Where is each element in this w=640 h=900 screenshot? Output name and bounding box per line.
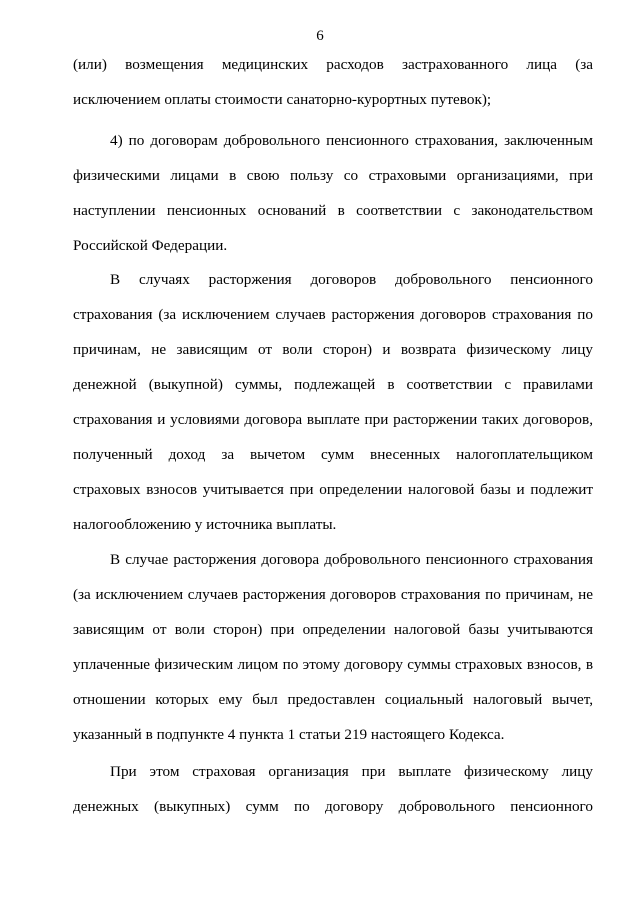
text-line: денежных (выкупных) сумм по договору добровольного пенсионного — [73, 798, 593, 815]
text-line: физическими лицами в свою пользу со страховыми организациями, при — [73, 167, 593, 184]
text-line: В случае расторжения договора добровольного пенсионного страхования — [110, 551, 593, 568]
text-line: отношении которых ему был предоставлен социальный налоговый вычет, — [73, 691, 593, 708]
text-line: денежной (выкупной) суммы, подлежащей в соответствии с правилами — [73, 376, 593, 393]
text-line: Российской Федерации. — [73, 237, 228, 254]
text-line: наступлении пенсионных оснований в соответствии с законодательством — [73, 202, 593, 219]
text-line: причинам, не зависящим от воли сторон) и возврата физическому лицу — [73, 341, 593, 358]
text-line: (или) возмещения медицинских расходов застрахованного лица (за — [73, 56, 593, 73]
page-number: 6 — [316, 28, 324, 44]
text-line: 4) по договорам добровольного пенсионного страхования, заключенным — [110, 132, 593, 149]
text-line: страхования и условиями договора выплате при расторжении таких договоров, — [73, 411, 593, 428]
text-line: страховых взносов учитывается при определении налоговой базы и подлежит — [73, 481, 593, 498]
text-line: налогообложению у источника выплаты. — [73, 516, 337, 533]
text-line: зависящим от воли сторон) при определении налоговой базы учитываются — [73, 621, 593, 638]
text-line: страхования (за исключением случаев расторжения договоров страхования по — [73, 306, 593, 323]
text-line: (за исключением случаев расторжения договоров страхования по причинам, не — [73, 586, 593, 603]
text-line: исключением оплаты стоимости санаторно-курортных путевок); — [73, 91, 492, 108]
text-line: При этом страховая организация при выплате физическому лицу — [110, 763, 593, 780]
text-line: В случаях расторжения договоров добровольного пенсионного — [110, 271, 593, 288]
text-line: полученный доход за вычетом сумм внесенных налогоплательщиком — [73, 446, 593, 463]
text-line: уплаченные физическим лицом по этому договору суммы страховых взносов, в — [73, 656, 593, 673]
text-line: указанный в подпункте 4 пункта 1 статьи 219 настоящего Кодекса. — [73, 726, 505, 743]
